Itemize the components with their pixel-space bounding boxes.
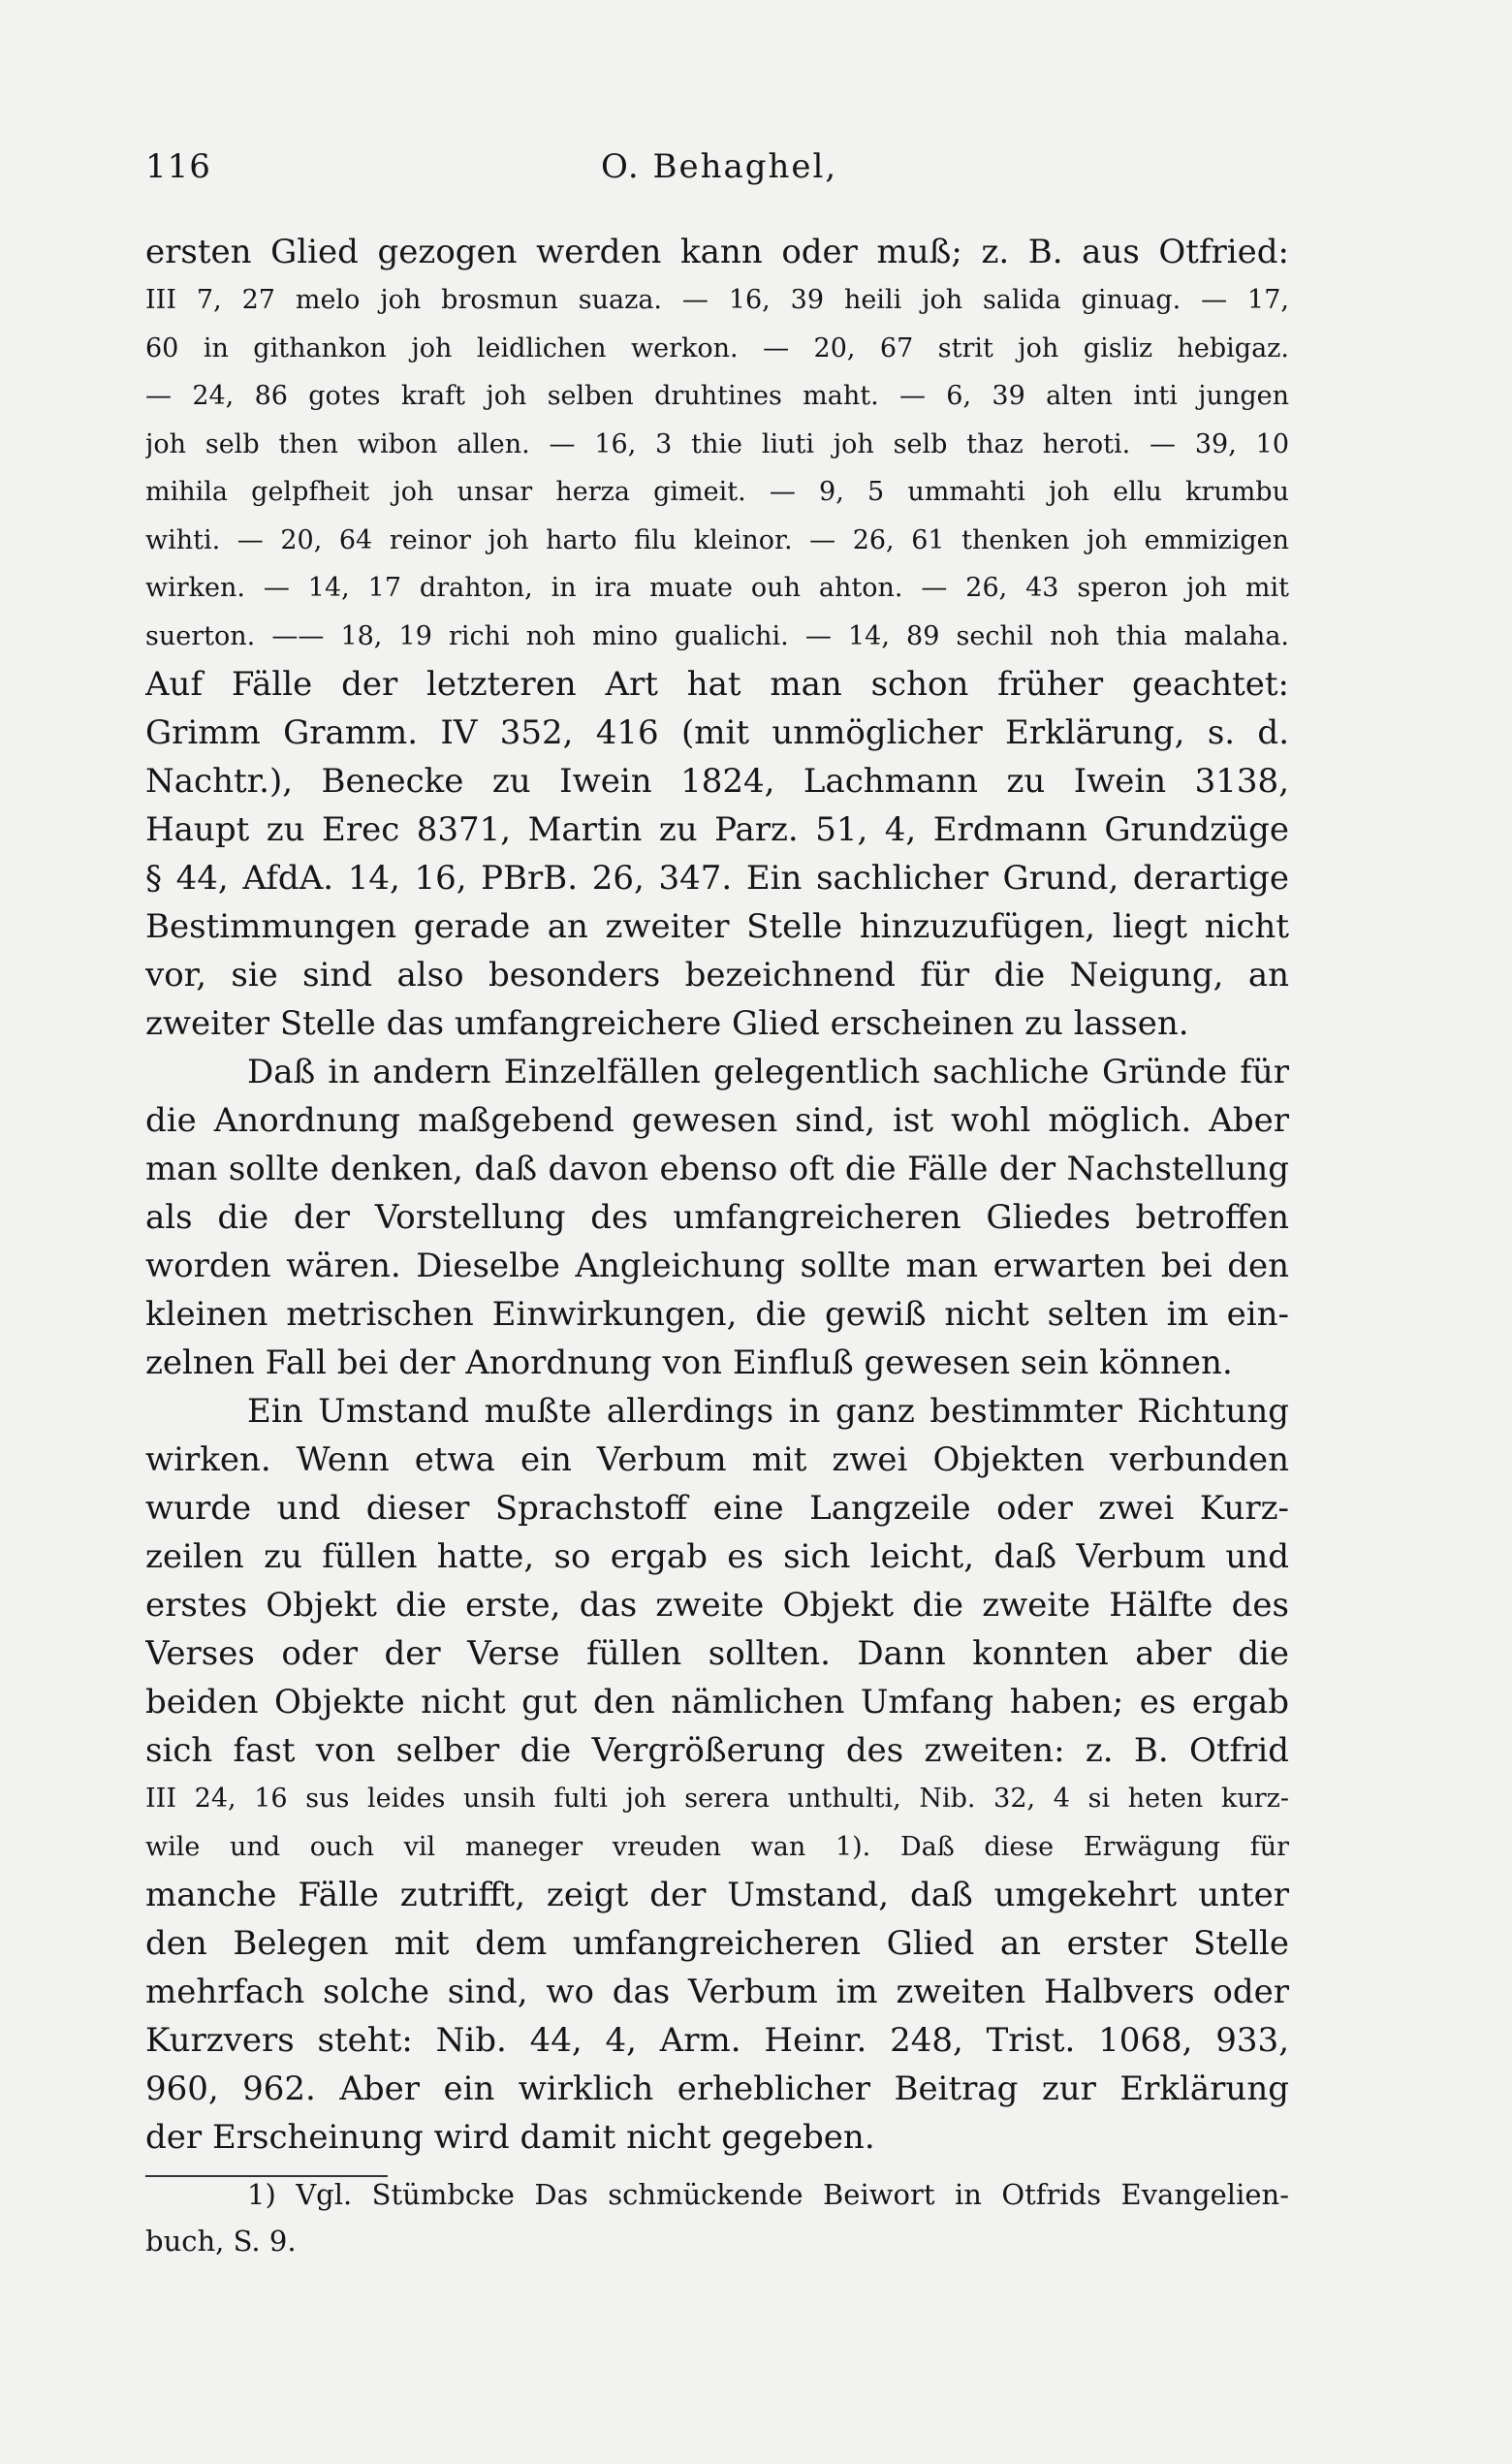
text-line: vor, sie sind also besonders bezeichnend für die Neigung, an [145,956,1289,995]
text-line: Daß in andern Einzelfällen gelegentlich sachliche Gründe für [247,1053,1289,1091]
text-line: wirken. Wenn etwa ein Verbum mit zwei Objekten verbunden [145,1440,1289,1479]
text-line: Bestimmungen gerade an zweiter Stelle hinzuzufügen, liegt nicht [145,907,1289,946]
text-line: beiden Objekte nicht gut den nämlichen Umfang haben; es ergab [145,1683,1289,1722]
footnote-line: 1) Vgl. Stümbcke Das schmückende Beiwort in Otfrids Evangelien- [247,2178,1289,2211]
text-line: kleinen metrischen Einwirkungen, die gewiß nicht selten im ein- [145,1295,1289,1334]
page-header [145,147,1289,196]
text-line: mehrfach solche sind, wo das Verbum im zweiten Halbvers oder [145,1973,1289,2011]
text-line: 60 in githankon joh leidlichen werkon. — 20, 67 strit joh gisliz hebigaz. [145,332,1289,363]
running-head: O. Behaghel, [601,147,838,186]
text-line: III 24, 16 sus leides unsih fulti joh serera unthulti, Nib. 32, 4 si heten kurz- [145,1784,1289,1814]
text-line: zeilen zu füllen hatte, so ergab es sich leicht, daß Verbum und [145,1537,1289,1576]
text-line: joh selb then wibon allen. — 16, 3 thie liuti joh selb thaz heroti. — 39, 10 [145,428,1289,459]
text-line: als die der Vorstellung des umfangreicheren Gliedes betroffen [145,1198,1289,1237]
text-line: Kurzvers steht: Nib. 44, 4, Arm. Heinr. 248, Trist. 1068, 933, [145,2021,1289,2060]
text-line: der Erscheinung wird damit nicht gegeben. [145,2118,875,2157]
footnote-line: buch, S. 9. [145,2225,297,2258]
page-number: 116 [145,147,211,186]
text-line: — 24, 86 gotes kraft joh selben druhtines maht. — 6, 39 alten inti jungen [145,381,1289,411]
text-line: worden wären. Dieselbe Angleichung sollte man erwarten bei den [145,1247,1289,1285]
text-line: den Belegen mit dem umfangreicheren Glied an erster Stelle [145,1924,1289,1963]
text-line: Nachtr.), Benecke zu Iwein 1824, Lachmann zu Iwein 3138, [145,762,1289,801]
text-line: 960, 962. Aber ein wirklich erheblicher Beitrag zur Erklärung [145,2069,1289,2108]
text-line: erstes Objekt die erste, das zweite Objekt die zweite Hälfte des [145,1586,1289,1625]
text-line: mihila gelpfheit joh unsar herza gimeit. — 9, 5 ummahti joh ellu krumbu [145,477,1289,507]
body-text [145,228,1289,2162]
text-line: wihti. — 20, 64 reinor joh harto filu kleinor. — 26, 61 thenken joh emmizigen [145,524,1289,555]
text-line: Grimm Gramm. IV 352, 416 (mit unmöglicher Erklärung, s. d. [145,713,1289,752]
footnote [145,2171,1289,2264]
text-line: Verses oder der Verse füllen sollten. Dann konnten aber die [145,1634,1289,1673]
text-line: suerton. —— 18, 19 richi noh mino gualichi. — 14, 89 sechil noh thia malaha. [145,620,1289,651]
text-line: Auf Fälle der letzteren Art hat man schon früher geachtet: [145,665,1289,704]
text-line: die Anordnung maßgebend gewesen sind, ist wohl möglich. Aber [145,1101,1289,1140]
text-line: ersten Glied gezogen werden kann oder muß; z. B. aus Otfried: [145,233,1289,271]
text-line: wurde und dieser Sprachstoff eine Langzeile oder zwei Kurz- [145,1489,1289,1528]
text-line: wirken. — 14, 17 drahton, in ira muate ouh ahton. — 26, 43 speron joh mit [145,573,1289,603]
text-line: sich fast von selber die Vergrößerung des zweiten: z. B. Otfrid [145,1731,1289,1770]
text-line: III 7, 27 melo joh brosmun suaza. — 16, 39 heili joh salida ginuag. — 17, [145,285,1289,315]
text-line: Ein Umstand mußte allerdings in ganz bestimmter Richtung [247,1392,1289,1431]
text-line: zweiter Stelle das umfangreichere Glied erscheinen zu lassen. [145,1004,1189,1043]
text-line: manche Fälle zutrifft, zeigt der Umstand, daß umgekehrt unter [145,1876,1289,1914]
text-line: man sollte denken, daß davon ebenso oft die Fälle der Nachstellung [145,1150,1289,1188]
text-line: § 44, AfdA. 14, 16, PBrB. 26, 347. Ein sachlicher Grund, derartige [145,859,1289,898]
text-line: Haupt zu Erec 8371, Martin zu Parz. 51, 4, Erdmann Grundzüge [145,810,1289,849]
text-line: wile und ouch vil maneger vreuden wan 1). Daß diese Erwägung für [145,1831,1289,1862]
text-line: zelnen Fall bei der Anordnung von Einfluß gewesen sein können. [145,1343,1233,1382]
